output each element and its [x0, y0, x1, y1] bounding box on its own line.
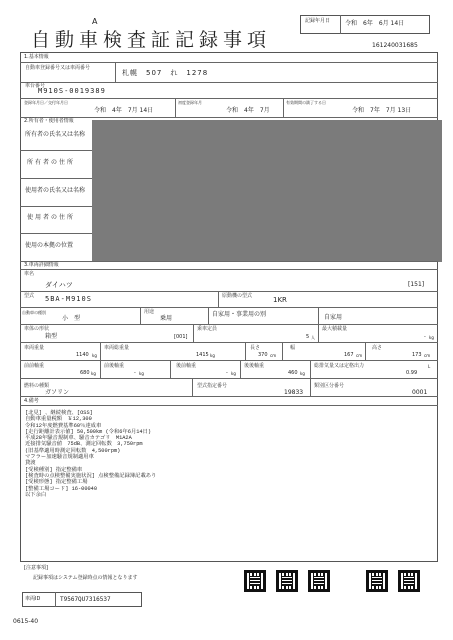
- capacity-unit: 人: [311, 335, 315, 340]
- width-value: 167: [344, 352, 354, 358]
- section-owner: 2.所有者・使用者情報: [24, 118, 74, 124]
- qr-code-icon: [308, 570, 330, 592]
- record-date-value: 令和 6年 6月 14日: [345, 20, 405, 27]
- body-value: 箱型: [45, 333, 58, 340]
- page-mark: A: [92, 17, 98, 26]
- model-label: 型式: [24, 293, 35, 299]
- front-front-axle-value: 680: [80, 370, 90, 376]
- owner-name-label: 所有者の氏名又は名称: [25, 131, 86, 138]
- kind-label: 自動車の種別: [22, 310, 46, 315]
- rear-front-axle-label: 後前軸重: [176, 363, 197, 369]
- capacity-label: 乗車定員: [197, 326, 218, 332]
- front-front-axle-unit: kg: [91, 371, 96, 376]
- owner-address-label: 所有者の住所: [27, 159, 76, 166]
- first-reg-label: 登録年月日／交付年月日: [24, 100, 68, 105]
- vehicle-id-label: 車両ID: [25, 596, 41, 602]
- rear-rear-axle-unit: kg: [300, 371, 305, 376]
- document-number: 161240031685: [372, 42, 418, 49]
- front-rear-axle-label: 前後軸重: [104, 363, 125, 369]
- type-number-label: 型式指定番号: [197, 383, 228, 389]
- reg-number-value: 札幌 507 れ 1278: [122, 69, 209, 77]
- type-number-value: 19833: [284, 389, 304, 396]
- max-load-value: -: [424, 334, 426, 340]
- displacement-unit: L: [428, 364, 431, 369]
- use-value: 乗用: [160, 315, 173, 322]
- engine-label: 原動機の型式: [222, 293, 253, 299]
- weight-value: 1140: [76, 352, 89, 358]
- fuel-value: ガソリン: [45, 389, 70, 396]
- notice-label: [注意事項]: [24, 565, 48, 571]
- width-unit: cm: [356, 353, 363, 358]
- rear-front-axle-value: -: [226, 370, 228, 376]
- capacity-value: 5: [306, 334, 310, 340]
- class-number-label: 類別区分番号: [314, 383, 345, 389]
- notice-text: 記録事項はシステム登録時点の情報となります: [33, 575, 138, 581]
- chassis-value: M910S-0019389: [38, 87, 106, 95]
- qr-code-icon: [398, 570, 420, 592]
- section-basic: 1.基本情報: [24, 54, 49, 60]
- length-unit: cm: [270, 353, 277, 358]
- qr-code-icon: [366, 570, 388, 592]
- model-value: 5BA-M910S: [45, 295, 92, 303]
- expiry-value: 令和 7年 7月 13日: [352, 107, 412, 114]
- remarks-line: 自動車重量税額 ￥12,300: [25, 416, 92, 423]
- rear-rear-axle-label: 後後軸重: [244, 363, 265, 369]
- remarks-line: 以下余白: [25, 491, 47, 498]
- private-label: 自家用・事業用の別: [212, 311, 267, 318]
- maker-code: [151]: [408, 281, 425, 288]
- length-label: 長さ: [250, 345, 261, 351]
- class-number-value: 0001: [412, 389, 428, 396]
- gross-weight-label: 車両総重量: [104, 345, 130, 351]
- body-label: 車体の形状: [24, 326, 50, 332]
- vehicle-id-value: T9567QU7316537: [60, 596, 111, 603]
- displacement-value: 0.99: [406, 370, 418, 376]
- rear-front-axle-unit: kg: [231, 371, 236, 376]
- height-label: 高さ: [372, 345, 383, 351]
- private-value: 自家用: [324, 314, 343, 321]
- reg-number-label: 自動車登録番号又は車両番号: [25, 65, 91, 71]
- redaction-block: [92, 120, 442, 262]
- first-entry-label: 初度登録年月: [178, 100, 202, 105]
- max-load-label: 最大積載量: [322, 326, 348, 332]
- record-date-label: 記録年月日: [305, 18, 331, 24]
- remarks-line: [受検種別] 指定整備車: [25, 466, 83, 473]
- gross-weight-value: 1415: [196, 352, 209, 358]
- remarks-line: 令和12年度燃費基準60％達成車: [25, 422, 102, 429]
- remarks-line: [北見] 、継続検査、[OSS]: [25, 410, 93, 416]
- body-code: [001]: [174, 334, 188, 340]
- user-address-label: 使用者の住所: [27, 214, 76, 221]
- remarks-line: 貸渡: [25, 460, 36, 467]
- chassis-label: 車台番号: [25, 83, 46, 89]
- remarks-line: [受検形態] 指定整備工場: [25, 479, 88, 486]
- engine-value: 1KR: [273, 296, 287, 304]
- document-title: 自動車検査証記録事項: [31, 29, 272, 51]
- first-entry-value: 令和 4年 7月: [226, 107, 270, 114]
- weight-unit: kg: [92, 353, 97, 358]
- front-rear-axle-unit: kg: [139, 371, 144, 376]
- fuel-label: 燃料の種類: [24, 383, 50, 389]
- qr-code-icon: [276, 570, 298, 592]
- displacement-label: 総排気量又は定格出力: [314, 363, 365, 369]
- gross-weight-unit: kg: [210, 353, 215, 358]
- remarks-line: (旧基準適用時測定回転数 4,500rpm): [25, 447, 121, 454]
- expiry-label: 有効期間の満了する日: [286, 100, 326, 105]
- first-reg-value: 令和 4年 7月 14日: [94, 107, 154, 114]
- front-front-axle-label: 前前軸重: [24, 363, 45, 369]
- maker-value: ダイハツ: [45, 281, 73, 289]
- qr-code-icon: [244, 570, 266, 592]
- width-label: 幅: [290, 345, 296, 351]
- section-remarks: 4.備考: [24, 398, 39, 404]
- remarks-line: [走行距離計表示値] 50,500km (令和6年6月14日): [25, 428, 152, 435]
- rear-rear-axle-value: 460: [288, 370, 298, 376]
- form-code: 0615-40: [13, 618, 39, 625]
- remarks-line: [整備工場コード] 16-00040: [25, 485, 98, 492]
- remarks-line: 平成28年騒音規制車、騒音カテゴリ M1A2A: [25, 435, 132, 442]
- section-vehicle: 3.車両詳細情報: [24, 262, 59, 268]
- weight-label: 車両重量: [24, 345, 45, 351]
- remarks-line: [検査時の点検整備実施状況] 点検整備記録簿記載あり: [25, 472, 157, 479]
- base-location-label: 使用の本拠の位置: [25, 242, 74, 249]
- user-name-label: 使用者の氏名又は名称: [25, 187, 86, 194]
- kind-value: 小 型: [62, 315, 81, 322]
- remarks-line: マフラー加速騒音規制適用車: [25, 454, 94, 461]
- remarks-line: 近接排気騒音値 75dB、測定回転数 3,750rpm: [25, 441, 143, 448]
- height-value: 173: [412, 352, 422, 358]
- max-load-unit: kg: [429, 335, 434, 340]
- maker-label: 車名: [24, 271, 35, 277]
- front-rear-axle-value: -: [134, 370, 136, 376]
- length-value: 370: [258, 352, 268, 358]
- remarks-text: [25, 410, 156, 498]
- use-label: 用途: [144, 309, 155, 315]
- height-unit: cm: [424, 353, 431, 358]
